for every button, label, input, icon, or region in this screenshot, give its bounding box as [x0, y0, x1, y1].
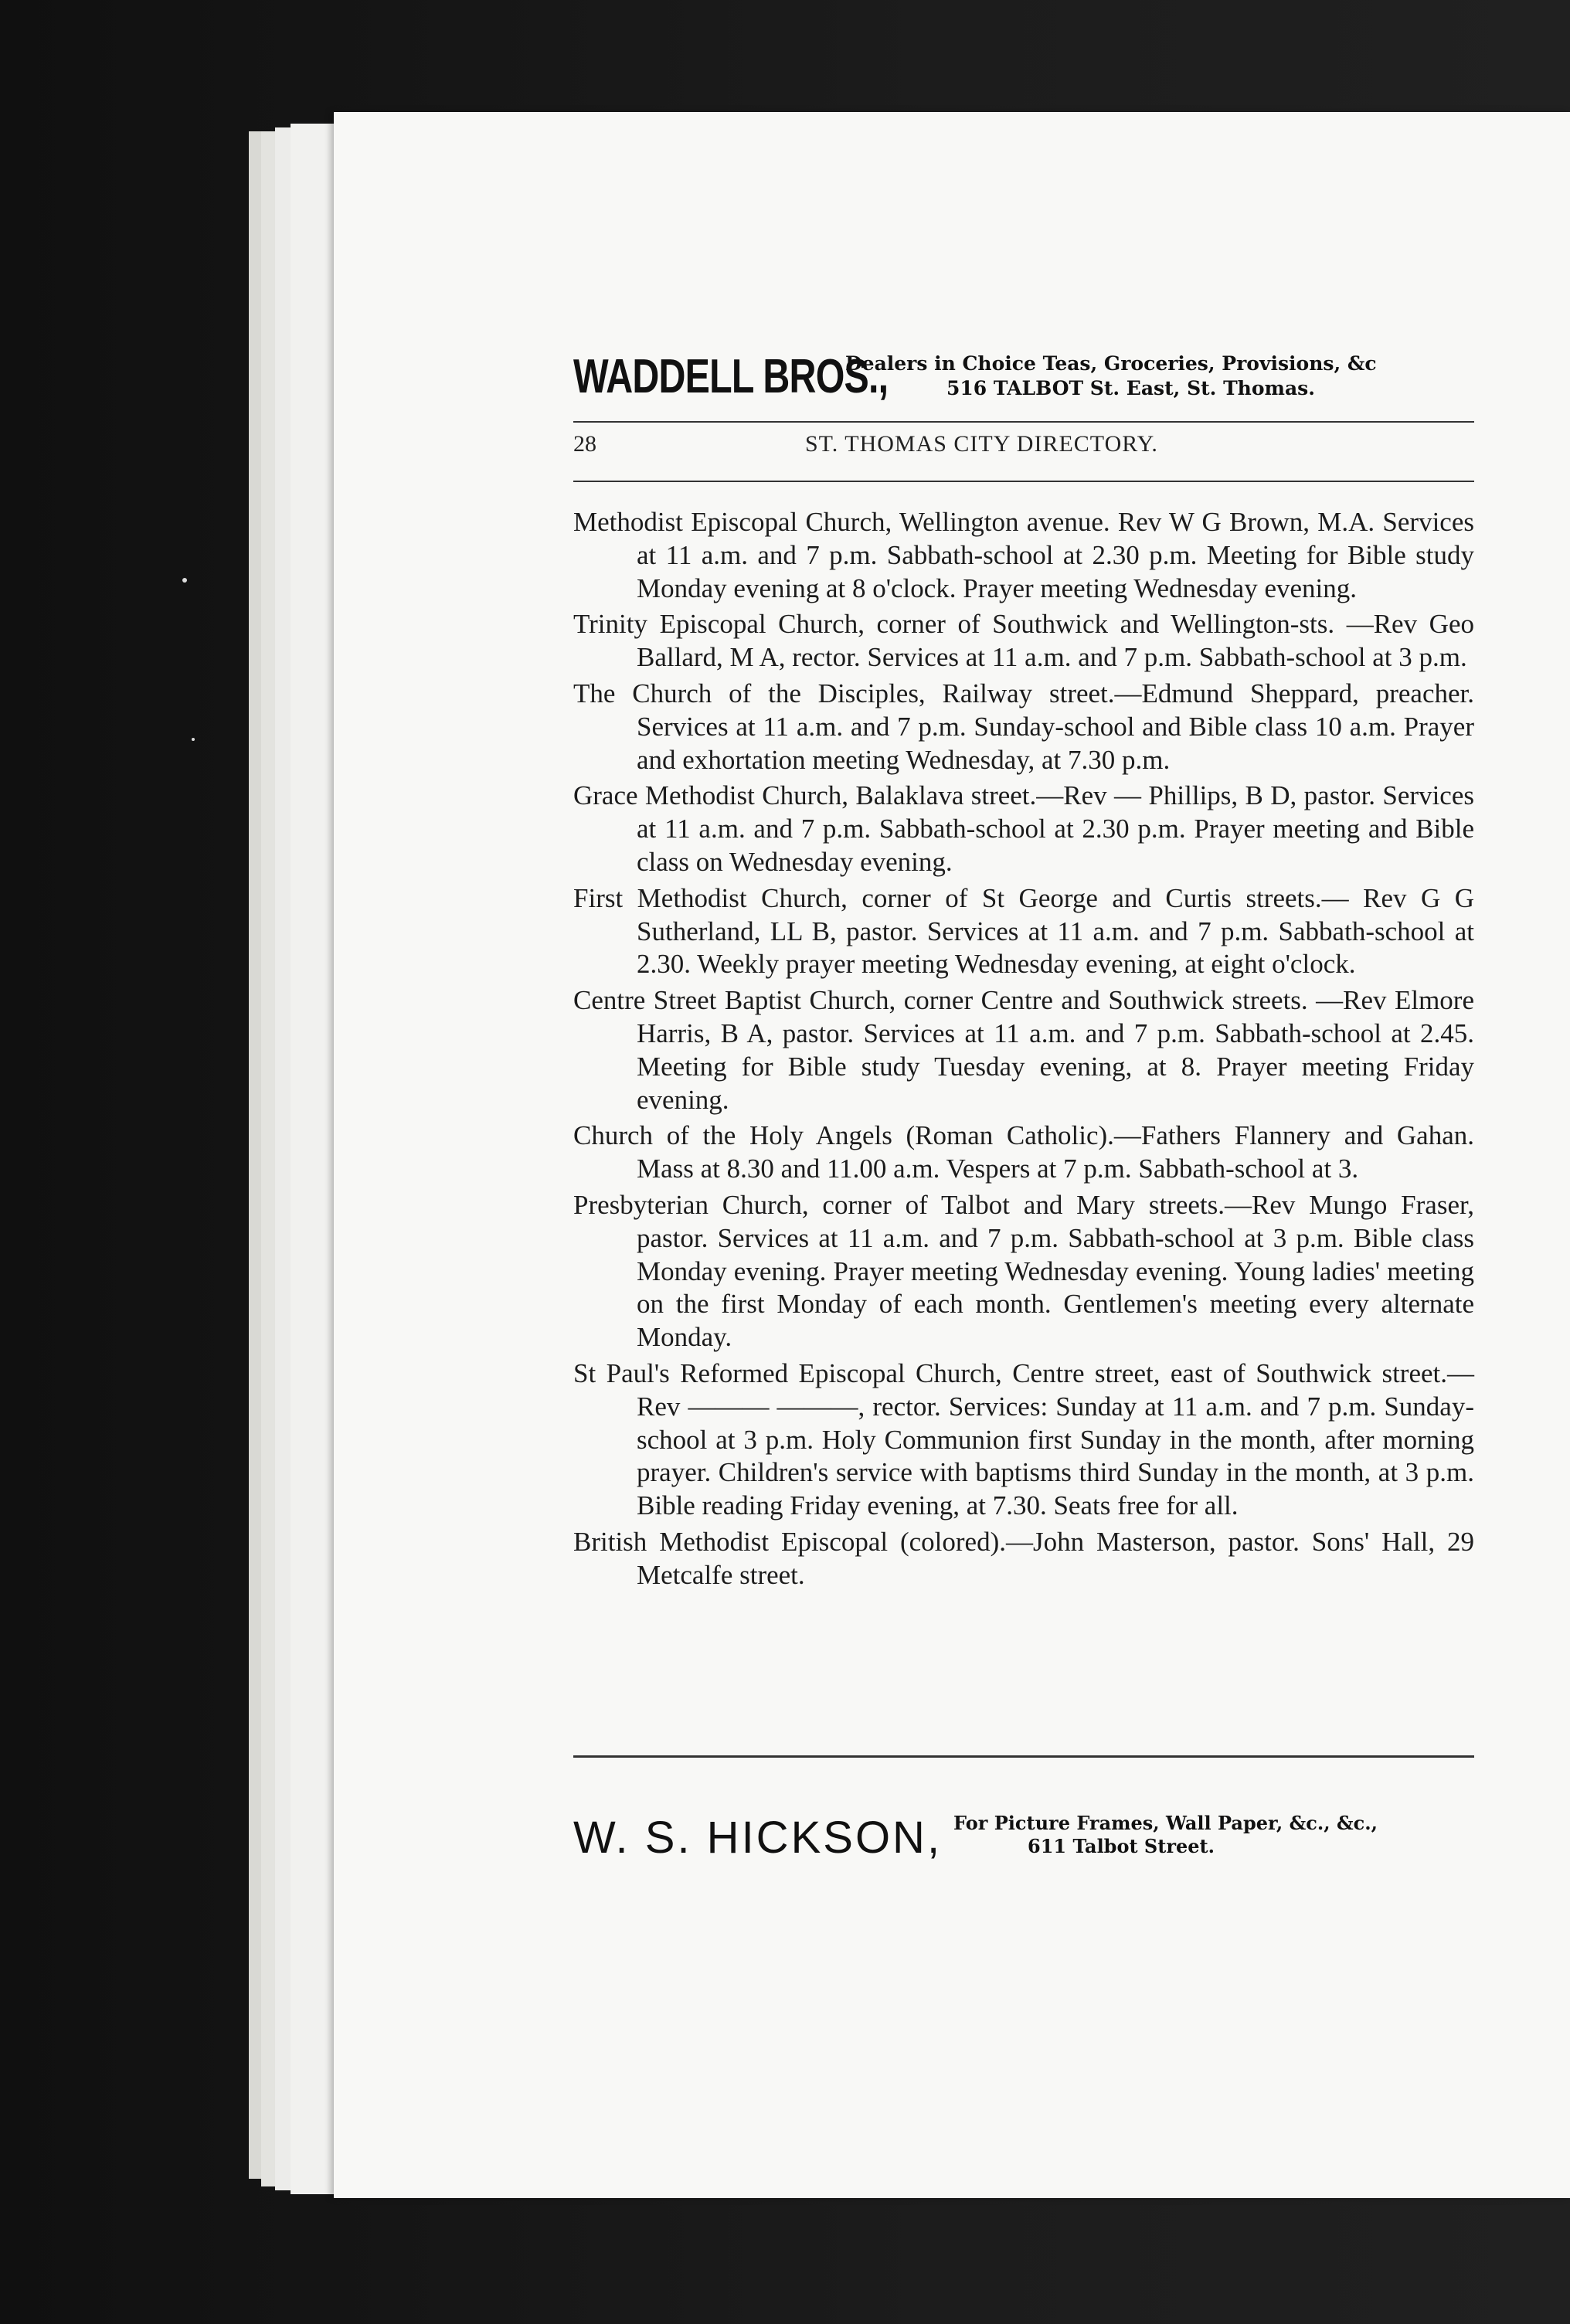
page-number: 28	[573, 431, 596, 457]
page-edge	[291, 124, 338, 2194]
header-rule	[573, 421, 1474, 423]
scan-speck	[182, 578, 187, 583]
footer-ad-address: 611 Talbot Street.	[1028, 1835, 1215, 1857]
footer-ad-tagline: For Picture Frames, Wall Paper, &c., &c.,	[953, 1812, 1378, 1834]
listing-entry: Church of the Holy Angels (Roman Catholic).—Fathers Flannery and Gahan. Mass at 8.30 and 11.00 a.m. Vespers at 7 p.m. Sabbath-school at 3.	[573, 1120, 1474, 1184]
header-ad-brand: WADDELL BROS.,	[573, 350, 889, 403]
footer-ad-brand: W. S. HICKSON,	[573, 1813, 943, 1863]
footer-advertisement	[573, 1812, 1485, 1874]
listing-entry: Grace Methodist Church, Balaklava street.—Rev — Phillips, B D, pastor. Services at 11 a.m. and 7 p.m. Sabbath-school at 2.30 p.m. Prayer meeting and Bible class on Wednesday evening.	[573, 780, 1474, 877]
listing-entry: British Methodist Episcopal (colored).—John Masterson, pastor. Sons' Hall, 29 Metcalfe street.	[573, 1526, 1474, 1590]
listing-entry: St Paul's Reformed Episcopal Church, Centre street, east of Southwick street.—Rev ——— ———, rector. Services: Sunday at 11 a.m. and 7 p.m. Sunday-school at 3 p.m. Holy Communion first Sunday in the month, after morning prayer. Children's service with baptisms third Sunday in the month, at 3 p.m. Bible reading Friday evening, at 7.30. Seats free for all.	[573, 1357, 1474, 1521]
listing-entry: Presbyterian Church, corner of Talbot and Mary streets.—Rev Mungo Fraser, pastor. Services at 11 a.m. and 7 p.m. Sabbath-school at 3 p.m. Bible class Monday evening. Prayer meeting Wednesday evening. Young ladies' meeting on the first Monday of each month. Gentlemen's meeting every alternate Monday.	[573, 1189, 1474, 1353]
running-head	[573, 431, 1474, 470]
header-ad-tagline: Dealers in Choice Teas, Groceries, Provisions, &c	[845, 352, 1377, 375]
header-advertisement	[573, 349, 1485, 419]
page-title: ST. THOMAS CITY DIRECTORY.	[805, 431, 1158, 457]
listing-entry: Centre Street Baptist Church, corner Centre and Southwick streets. —Rev Elmore Harris, B A, pastor. Services at 11 a.m. and 7 p.m. Sabbath-school at 2.45. Meeting for Bible study Tuesday evening, at 8. Prayer meeting Friday evening.	[573, 985, 1474, 1115]
scan-speck	[192, 738, 195, 741]
church-listing	[573, 506, 1474, 1595]
listing-entry: The Church of the Disciples, Railway street.—Edmund Sheppard, preacher. Services at 11 a.m. and 7 p.m. Sunday-school and Bible class 10 a.m. Prayer and exhortation meeting Wednesday, at 7.30 p.m.	[573, 678, 1474, 775]
listing-entry: First Methodist Church, corner of St George and Curtis streets.— Rev G G Sutherland, LL B, pastor. Services at 11 a.m. and 7 p.m. Sabbath-school at 2.30. Weekly prayer meeting Wednesday evening, at eight o'clock.	[573, 882, 1474, 980]
title-rule	[573, 481, 1474, 482]
footer-rule	[573, 1755, 1474, 1758]
listing-entry: Trinity Episcopal Church, corner of Southwick and Wellington-sts. —Rev Geo Ballard, M A, rector. Services at 11 a.m. and 7 p.m. Sabbath-school at 3 p.m.	[573, 609, 1474, 673]
listing-entry: Methodist Episcopal Church, Wellington avenue. Rev W G Brown, M.A. Services at 11 a.m. and 7 p.m. Sabbath-school at 2.30 p.m. Meeting for Bible study Monday evening at 8 o'clock. Prayer meeting Wednesday evening.	[573, 507, 1474, 603]
header-ad-address: 516 TALBOT St. East, St. Thomas.	[946, 377, 1315, 399]
